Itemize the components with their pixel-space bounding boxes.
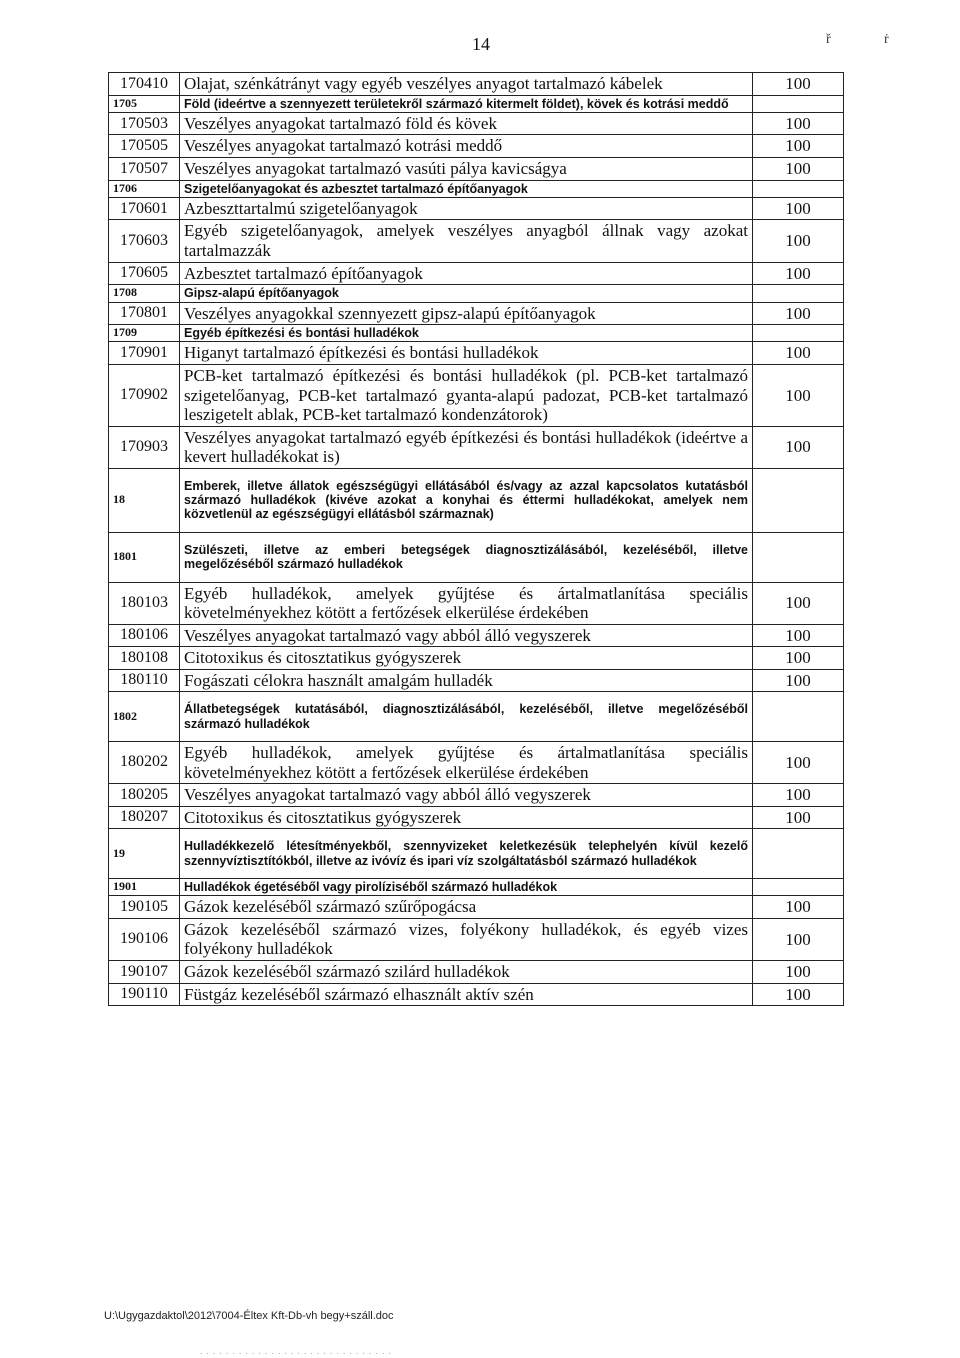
table-row	[109, 342, 844, 365]
group-row	[109, 468, 844, 532]
description-cell: Veszélyes anyagokat tartalmazó föld és kövek	[180, 112, 753, 135]
description-cell: Citotoxikus és citosztatikus gyógyszerek	[180, 647, 753, 670]
value-cell: 100	[753, 582, 844, 624]
value-cell	[753, 879, 844, 896]
waste-code-cell: 190106	[109, 918, 180, 960]
value-cell: 100	[753, 647, 844, 670]
group-row	[109, 879, 844, 896]
description-cell: Hulladékok égetéséből vagy pirolíziséből származó hulladékok	[180, 879, 753, 896]
waste-code-cell: 1705	[109, 95, 180, 112]
group-row	[109, 285, 844, 302]
value-cell: 100	[753, 197, 844, 220]
table-row	[109, 784, 844, 807]
description-cell: Veszélyes anyagokkal szennyezett gipsz-alapú építőanyagok	[180, 302, 753, 325]
description-cell: Azbeszttartalmú szigetelőanyagok	[180, 197, 753, 220]
value-cell: 100	[753, 983, 844, 1006]
value-cell	[753, 692, 844, 742]
description-cell: Citotoxikus és citosztatikus gyógyszerek	[180, 806, 753, 829]
description-cell: Szigetelőanyagokat és azbesztet tartalmazó építőanyagok	[180, 180, 753, 197]
waste-code-cell: 170902	[109, 364, 180, 426]
waste-code-cell: 190107	[109, 961, 180, 984]
waste-code-cell: 180110	[109, 669, 180, 692]
description-cell: Veszélyes anyagokat tartalmazó kotrási meddő	[180, 135, 753, 158]
value-cell	[753, 180, 844, 197]
description-cell: Azbesztet tartalmazó építőanyagok	[180, 262, 753, 285]
description-cell: Veszélyes anyagokat tartalmazó vagy abból álló vegyszerek	[180, 784, 753, 807]
table-row	[109, 73, 844, 96]
waste-code-cell: 170603	[109, 220, 180, 262]
value-cell	[753, 325, 844, 342]
description-cell: Egyéb szigetelőanyagok, amelyek veszélyes anyagból állnak vagy azokat tartalmazzák	[180, 220, 753, 262]
waste-code-cell: 190110	[109, 983, 180, 1006]
waste-code-cell: 1802	[109, 692, 180, 742]
description-cell: Veszélyes anyagokat tartalmazó egyéb építkezési és bontási hulladékok (ideértve a kevert hulladékokat is)	[180, 426, 753, 468]
table-row	[109, 806, 844, 829]
table-row	[109, 158, 844, 181]
table-row	[109, 669, 844, 692]
description-cell: Hulladékkezelő létesítményekből, szennyvizeket keletkezésük telephelyén kívül kezelő szennyvíztisztítókból, illetve az ivóvíz és ipari víz szolgáltatásból származó hulladékok	[180, 829, 753, 879]
group-row	[109, 692, 844, 742]
waste-code-cell: 18	[109, 468, 180, 532]
waste-code-cell: 180106	[109, 624, 180, 647]
waste-code-cell: 170410	[109, 73, 180, 96]
table-row	[109, 426, 844, 468]
table-row	[109, 364, 844, 426]
waste-code-cell: 180103	[109, 582, 180, 624]
waste-code-cell: 180202	[109, 742, 180, 784]
group-row	[109, 95, 844, 112]
scan-noise-dots: . . . . . . . . . . . . . . . . . . . . . . . . . . . . . .	[200, 1346, 392, 1356]
table-row	[109, 197, 844, 220]
description-cell: Állatbetegségek kutatásából, diagnosztizálásából, kezeléséből, illetve megelőzéséből származó hulladékok	[180, 692, 753, 742]
table-row	[109, 983, 844, 1006]
waste-code-cell: 190105	[109, 896, 180, 919]
value-cell: 100	[753, 961, 844, 984]
table-row	[109, 896, 844, 919]
waste-code-cell: 1801	[109, 532, 180, 582]
value-cell: 100	[753, 135, 844, 158]
file-path-footer: U:\Ugygazdaktol\2012\7004-Éltex Kft-Db-vh begy+száll.doc	[104, 1310, 394, 1322]
waste-code-cell: 19	[109, 829, 180, 879]
waste-code-cell: 1901	[109, 879, 180, 896]
waste-code-cell: 170605	[109, 262, 180, 285]
waste-code-cell: 170601	[109, 197, 180, 220]
value-cell: 100	[753, 806, 844, 829]
waste-code-cell: 180205	[109, 784, 180, 807]
group-row	[109, 325, 844, 342]
description-cell: Egyéb hulladékok, amelyek gyűjtése és ártalmatlanítása speciális követelményekhez kötött a fertőzések elkerülése érdekében	[180, 742, 753, 784]
waste-code-cell: 170507	[109, 158, 180, 181]
table-row	[109, 918, 844, 960]
waste-code-cell: 180108	[109, 647, 180, 670]
value-cell: 100	[753, 262, 844, 285]
description-cell: Szülészeti, illetve az emberi betegségek diagnosztizálásából, kezeléséből, illetve megelőzéséből származó hulladékok	[180, 532, 753, 582]
waste-code-cell: 1708	[109, 285, 180, 302]
description-cell: Füstgáz kezeléséből származó elhasznált aktív szén	[180, 983, 753, 1006]
value-cell	[753, 285, 844, 302]
waste-code-cell: 170903	[109, 426, 180, 468]
waste-code-cell: 180207	[109, 806, 180, 829]
table-row	[109, 624, 844, 647]
description-cell: Veszélyes anyagokat tartalmazó vasúti pálya kavicságya	[180, 158, 753, 181]
waste-code-cell: 170503	[109, 112, 180, 135]
description-cell: Higanyt tartalmazó építkezési és bontási hulladékok	[180, 342, 753, 365]
table-row	[109, 135, 844, 158]
table-row	[109, 262, 844, 285]
value-cell: 100	[753, 624, 844, 647]
group-row	[109, 829, 844, 879]
table-body	[109, 73, 844, 1006]
value-cell: 100	[753, 302, 844, 325]
table-row	[109, 582, 844, 624]
scan-mark: ṙ	[884, 32, 889, 47]
description-cell: PCB-ket tartalmazó építkezési és bontási hulladékok (pl. PCB-ket tartalmazó szigetelőanyag, PCB-ket tartalmazó gyanta-alapú padozat, PCB-ket tartalmazó leszigetelt ablak, PCB-ket tartalmazó kondenzátorok)	[180, 364, 753, 426]
group-row	[109, 180, 844, 197]
group-row	[109, 532, 844, 582]
description-cell: Gázok kezeléséből származó vizes, folyékony hulladékok, és egyéb vizes folyékony hulladékok	[180, 918, 753, 960]
value-cell: 100	[753, 342, 844, 365]
description-cell: Olajat, szénkátrányt vagy egyéb veszélyes anyagot tartalmazó kábelek	[180, 73, 753, 96]
value-cell: 100	[753, 426, 844, 468]
description-cell: Gázok kezeléséből származó szűrőpogácsa	[180, 896, 753, 919]
value-cell: 100	[753, 896, 844, 919]
value-cell: 100	[753, 742, 844, 784]
table-row	[109, 302, 844, 325]
table-row	[109, 112, 844, 135]
description-cell: Veszélyes anyagokat tartalmazó vagy abból álló vegyszerek	[180, 624, 753, 647]
scan-mark: ř	[826, 32, 831, 47]
value-cell: 100	[753, 364, 844, 426]
waste-code-cell: 1709	[109, 325, 180, 342]
value-cell: 100	[753, 158, 844, 181]
waste-code-cell: 170505	[109, 135, 180, 158]
table-row	[109, 220, 844, 262]
value-cell: 100	[753, 73, 844, 96]
waste-code-cell: 170801	[109, 302, 180, 325]
description-cell: Fogászati célokra használt amalgám hulladék	[180, 669, 753, 692]
value-cell: 100	[753, 669, 844, 692]
table-row	[109, 961, 844, 984]
description-cell: Gipsz-alapú építőanyagok	[180, 285, 753, 302]
page-number: 14	[472, 34, 490, 54]
waste-code-table	[108, 72, 844, 1006]
value-cell	[753, 532, 844, 582]
value-cell	[753, 829, 844, 879]
waste-code-cell: 170901	[109, 342, 180, 365]
table-row	[109, 742, 844, 784]
description-cell: Gázok kezeléséből származó szilárd hulladékok	[180, 961, 753, 984]
value-cell: 100	[753, 112, 844, 135]
waste-code-cell: 1706	[109, 180, 180, 197]
description-cell: Egyéb építkezési és bontási hulladékok	[180, 325, 753, 342]
description-cell: Föld (ideértve a szennyezett területekről származó kitermelt földet), kövek és kotrási meddő	[180, 95, 753, 112]
value-cell: 100	[753, 220, 844, 262]
value-cell	[753, 95, 844, 112]
table-row	[109, 647, 844, 670]
value-cell: 100	[753, 918, 844, 960]
value-cell: 100	[753, 784, 844, 807]
description-cell: Emberek, illetve állatok egészségügyi ellátásából és/vagy az azzal kapcsolatos kutatásból származó hulladékok (kivéve azokat a konyhai és éttermi hulladékokat, amelyek nem közvetlenül az egészségügyi ellátásból származnak)	[180, 468, 753, 532]
description-cell: Egyéb hulladékok, amelyek gyűjtése és ártalmatlanítása speciális követelményekhez kötött a fertőzések elkerülése érdekében	[180, 582, 753, 624]
value-cell	[753, 468, 844, 532]
